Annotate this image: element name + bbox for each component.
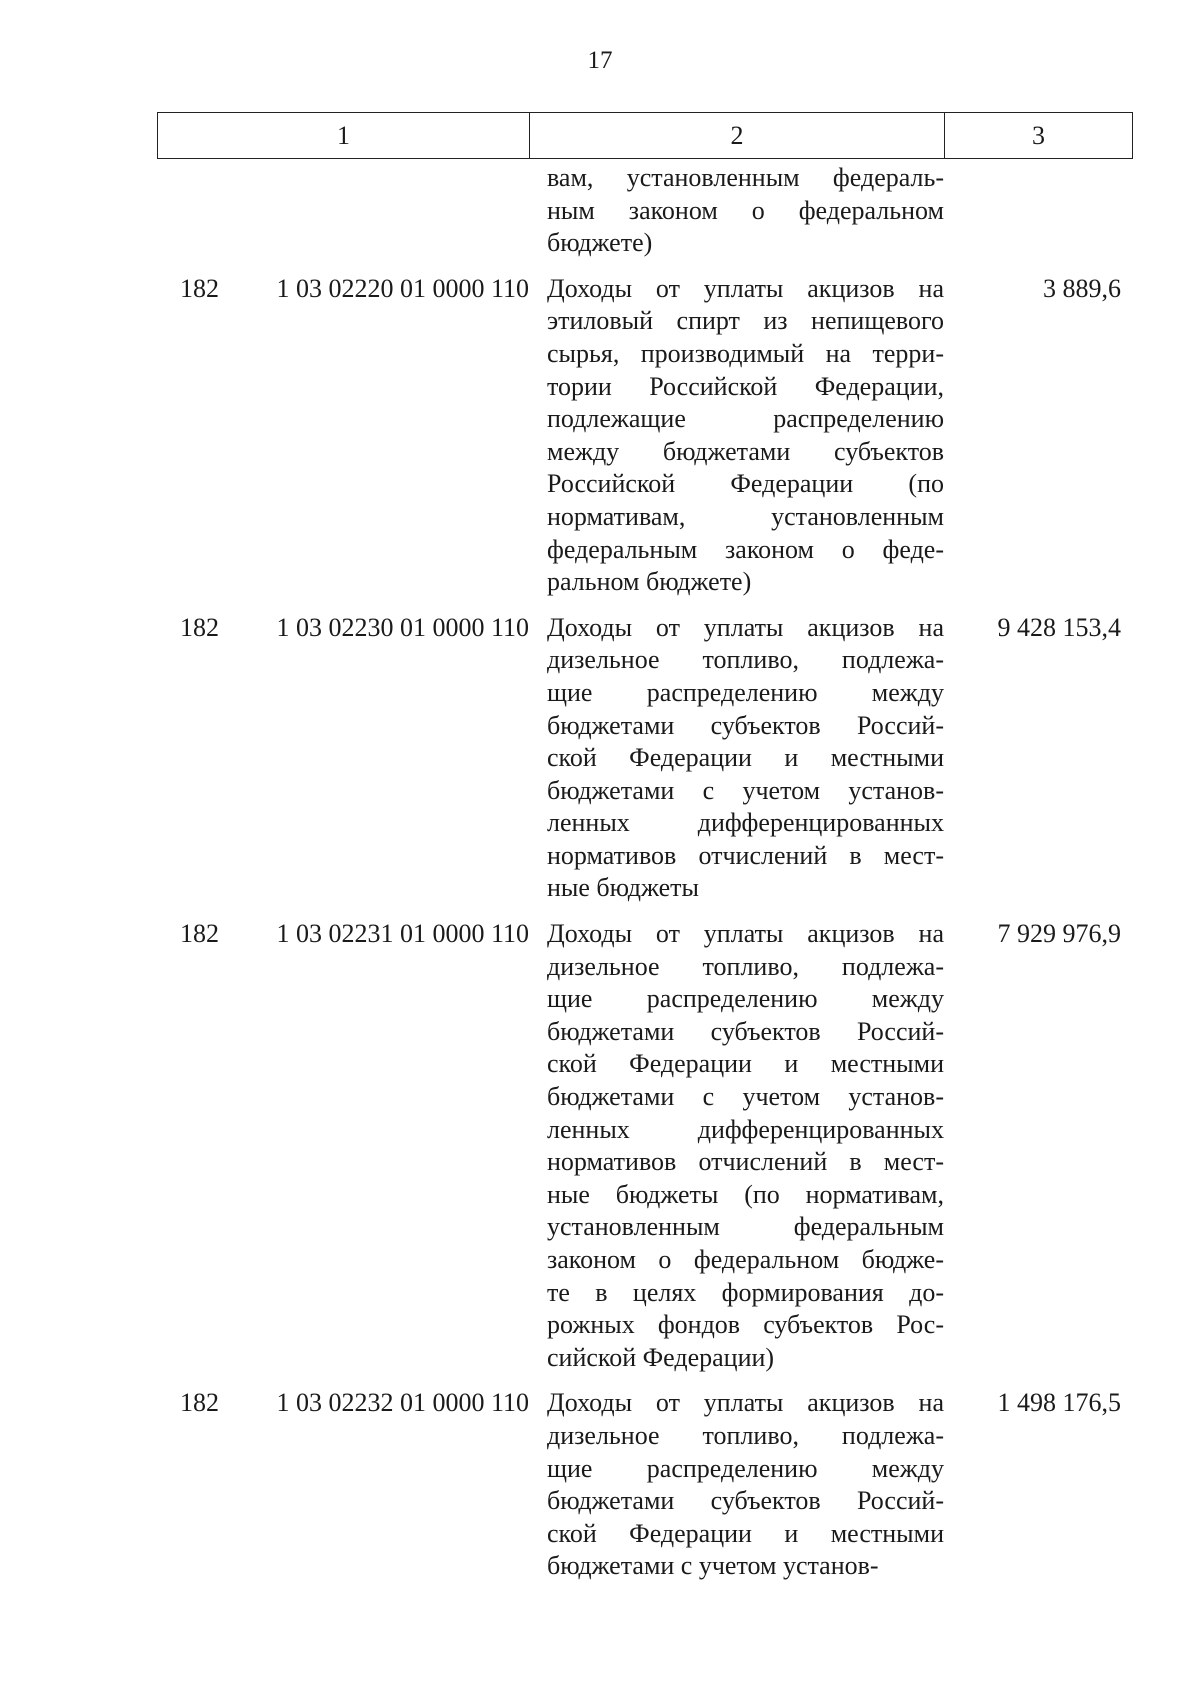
budget-code: 1 03 02230 01 0000 110: [276, 612, 529, 642]
page-number: 17: [587, 47, 613, 74]
description-line: Доходы от уплаты акцизов на: [547, 919, 944, 949]
table-row: [157, 273, 1133, 599]
description: [529, 1387, 944, 1583]
description: [529, 273, 944, 599]
description-line: дизельное топливо, подлежа-: [547, 645, 944, 675]
description-line: Доходы от уплаты акцизов на: [547, 1388, 944, 1418]
description-line: федеральным законом о феде-: [547, 534, 944, 564]
description-line: щие распределению между: [547, 677, 944, 707]
description-line: сырья, производимый на терри-: [547, 338, 944, 368]
description-line: бюджетами с учетом установ-: [547, 775, 944, 805]
description-line: ленных дифференцированных: [547, 808, 944, 838]
description-line: ные бюджеты (по нормативам,: [547, 1179, 944, 1209]
admin-code: 182: [180, 919, 219, 949]
description-line: сийской Федерации): [547, 1342, 775, 1372]
description-line: ным законом о федеральном: [547, 195, 944, 225]
amount: 9 428 153,4: [997, 612, 1121, 642]
description-line: тории Российской Федерации,: [547, 371, 944, 401]
description-line: Доходы от уплаты акцизов на: [547, 273, 944, 303]
admin-code: 182: [180, 1388, 219, 1418]
description-line: бюджетами субъектов Россий-: [547, 1486, 944, 1516]
table-row: [157, 918, 1133, 1374]
description-line: дизельное топливо, подлежа-: [547, 951, 944, 981]
amount: 7 929 976,9: [997, 919, 1121, 949]
description-line: ской Федерации и местными: [547, 743, 944, 773]
description-line: щие распределению между: [547, 984, 944, 1014]
description-line: нормативам, установленным: [547, 501, 944, 531]
description-line: щие распределению между: [547, 1453, 944, 1483]
description-line: те в целях формирования до-: [547, 1277, 944, 1307]
description-line: Доходы от уплаты акцизов на: [547, 612, 944, 642]
description-line: бюджетами с учетом установ-: [547, 1082, 944, 1112]
table-body: [157, 162, 1133, 1583]
header-col-3: 3: [1032, 120, 1045, 150]
description-line: подлежащие распределению: [547, 404, 944, 434]
table-row-continuation: [157, 162, 1133, 260]
header-col-1: 1: [158, 113, 530, 158]
description-line: этиловый спирт из непищевого: [547, 306, 944, 336]
description: [529, 162, 944, 260]
budget-code: 1 03 02232 01 0000 110: [276, 1388, 529, 1418]
description-line: Российской Федерации (по: [547, 469, 944, 499]
amount: 3 889,6: [1043, 273, 1121, 303]
amount: 1 498 176,5: [997, 1388, 1121, 1418]
table-row: [157, 1387, 1133, 1583]
description-line: между бюджетами субъектов: [547, 436, 944, 466]
description-line: ской Федерации и местными: [547, 1518, 944, 1548]
description-line: бюджете): [547, 228, 653, 258]
admin-code: 182: [180, 273, 219, 303]
description-line: ленных дифференцированных: [547, 1114, 944, 1144]
budget-code: 1 03 02220 01 0000 110: [276, 273, 529, 303]
description-line: нормативов отчислений в мест-: [547, 840, 944, 870]
budget-code: 1 03 02231 01 0000 110: [276, 919, 529, 949]
header-col-2: 2: [530, 113, 945, 158]
description-line: ные бюджеты: [547, 873, 699, 903]
description-line: законом о федеральном бюдже-: [547, 1245, 944, 1274]
description-line: бюджетами субъектов Россий-: [547, 710, 944, 740]
description-line: рожных фондов субъектов Рос-: [547, 1310, 944, 1340]
description: [529, 612, 944, 905]
admin-code: 182: [180, 612, 219, 642]
description-line: ской Федерации и местными: [547, 1049, 944, 1079]
description-line: бюджетами субъектов Россий-: [547, 1016, 944, 1046]
description: [529, 918, 944, 1374]
description-line: установленным федеральным: [547, 1212, 944, 1242]
description-line: дизельное топливо, подлежа-: [547, 1420, 944, 1450]
description-line: ральном бюджете): [547, 567, 752, 597]
table-row: [157, 612, 1133, 905]
description-line: нормативов отчислений в мест-: [547, 1147, 944, 1177]
description-line: вам, установленным федераль-: [547, 163, 944, 192]
description-line: бюджетами с учетом установ-: [547, 1551, 879, 1581]
table-header: [157, 112, 1133, 159]
